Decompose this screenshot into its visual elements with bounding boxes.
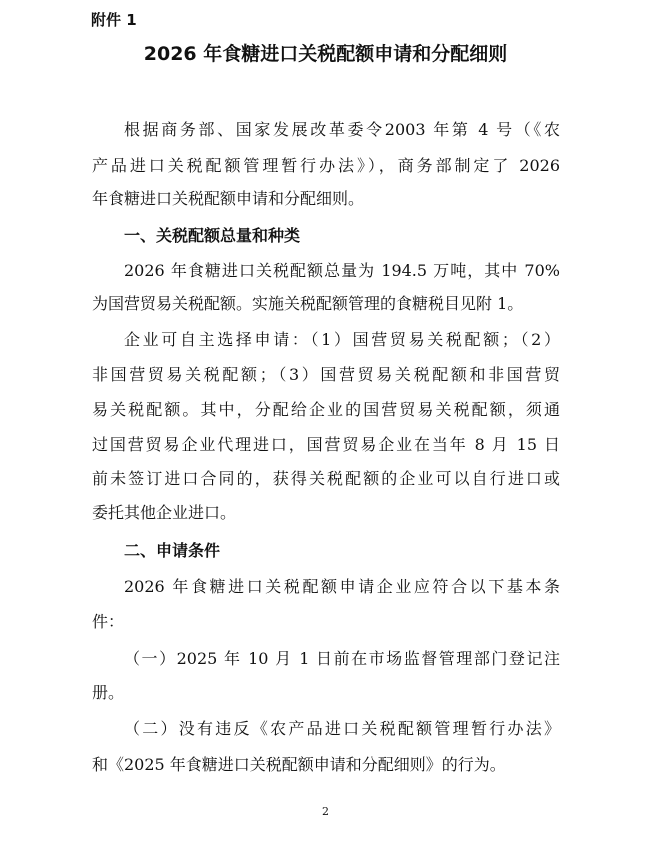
section-heading: 二、申请条件 bbox=[124, 541, 221, 560]
list-item-line: 和《2025 年食糖进口关税配额申请和分配细则》的行为。 bbox=[92, 755, 506, 774]
page-number: 2 bbox=[322, 805, 329, 818]
paragraph-line: 前未签订进口合同的，获得关税配额的企业可以自行进口或 bbox=[92, 469, 560, 488]
paragraph-line: 根据商务部、国家发展改革委令2003 年第 4 号（《农 bbox=[124, 120, 560, 139]
paragraph-line: 过国营贸易企业代理进口，国营贸易企业在当年 8 月 15 日 bbox=[92, 435, 560, 454]
list-item-line: 册。 bbox=[92, 683, 125, 702]
paragraph-line: 件： bbox=[92, 612, 125, 631]
paragraph-line: 企业可自主选择申请：（1）国营贸易关税配额；（2） bbox=[124, 330, 560, 349]
paragraph-line: 委托其他企业进口。 bbox=[92, 503, 237, 522]
paragraph-line: 年食糖进口关税配额申请和分配细则。 bbox=[92, 189, 365, 208]
section-heading: 一、关税配额总量和种类 bbox=[124, 226, 301, 245]
paragraph-line: 2026 年食糖进口关税配额总量为 194.5 万吨，其中 70% bbox=[124, 261, 560, 280]
paragraph-line: 易关税配额。其中，分配给企业的国营贸易关税配额，须通 bbox=[92, 400, 560, 419]
paragraph-line: 非国营贸易关税配额；（3）国营贸易关税配额和非国营贸 bbox=[92, 365, 560, 384]
paragraph-line: 产品进口关税配额管理暂行办法》），商务部制定了 2026 bbox=[92, 156, 560, 175]
list-item-line: （一）2025 年 10 月 1 日前在市场监督管理部门登记注 bbox=[124, 649, 560, 668]
list-item-line: （二）没有违反《农产品进口关税配额管理暂行办法》 bbox=[124, 719, 560, 738]
annex-label: 附件 1 bbox=[91, 11, 137, 29]
paragraph-line: 2026 年食糖进口关税配额申请企业应符合以下基本条 bbox=[124, 577, 560, 596]
document-title: 2026 年食糖进口关税配额申请和分配细则 bbox=[143, 43, 508, 65]
paragraph-line: 为国营贸易关税配额。实施关税配额管理的食糖税目见附 1。 bbox=[92, 294, 524, 313]
